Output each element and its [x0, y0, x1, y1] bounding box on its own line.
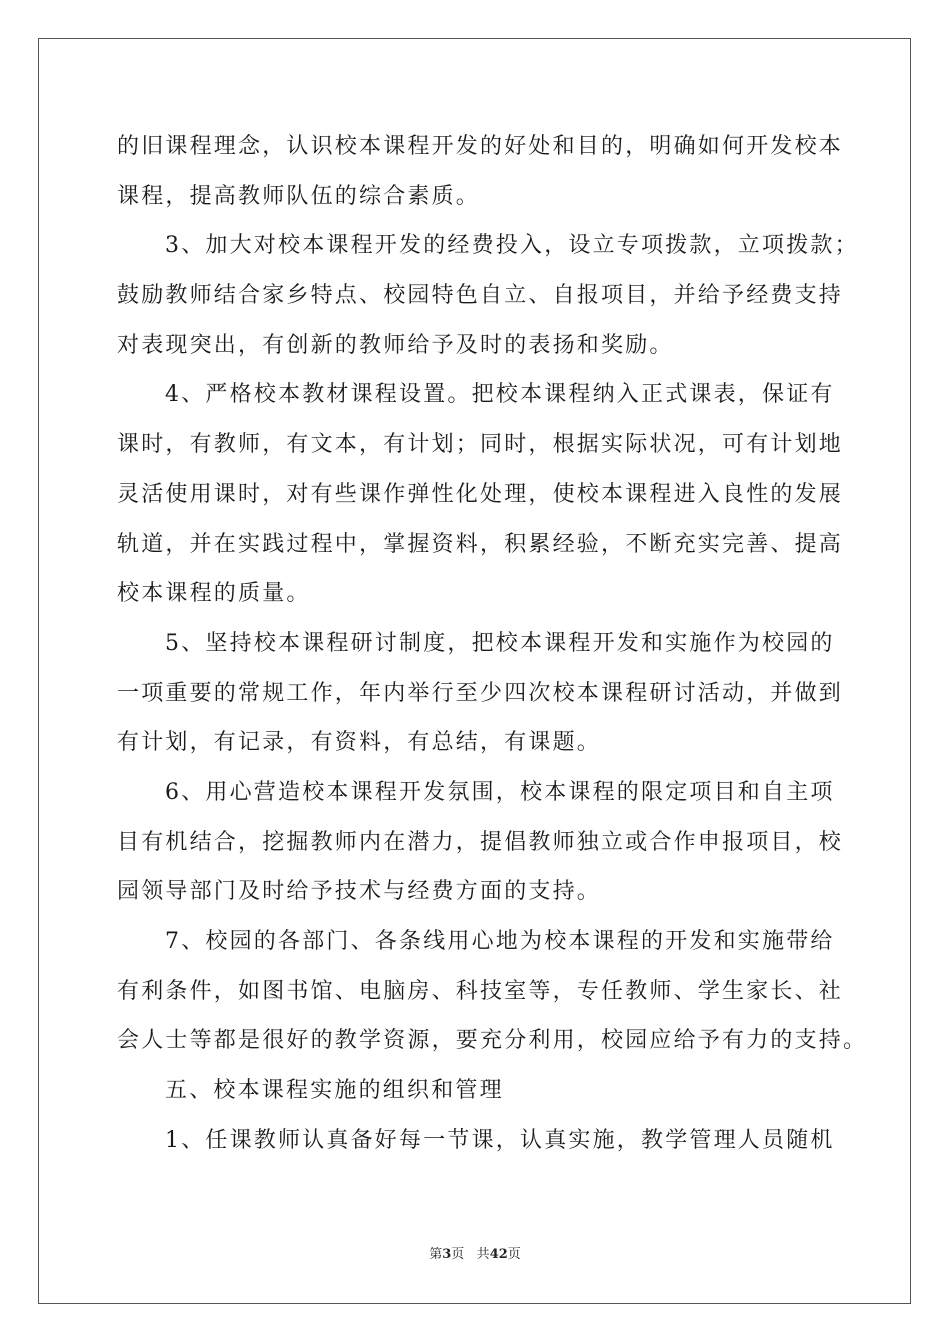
- page-prefix: 第: [429, 1247, 443, 1262]
- document-body: [117, 122, 868, 1165]
- text-line: 5、坚持校本课程研讨制度，把校本课程开发和实施作为校园的: [165, 630, 835, 656]
- text-line: 6、用心营造校本课程开发氛围，校本课程的限定项目和自主项: [165, 779, 835, 805]
- page-footer: [0, 1246, 950, 1264]
- total-prefix: 共: [476, 1247, 490, 1262]
- text-line: 鼓励教师结合家乡特点、校园特色自立、自报项目，并给予经费支持: [117, 283, 844, 309]
- text-line: 3、加大对校本课程开发的经费投入，设立专项拨款，立项拨款；: [165, 233, 859, 259]
- text-line: 目有机结合，挖掘教师内在潜力，提倡教师独立或合作申报项目，校: [117, 829, 844, 855]
- total-pages: 42: [489, 1247, 508, 1262]
- text-line: 有利条件，如图书馆、电脑房、科技室等，专任教师、学生家长、社: [117, 978, 844, 1004]
- page-number: 3: [442, 1247, 452, 1262]
- text-line: 灵活使用课时，对有些课作弹性化处理，使校本课程进入良性的发展: [117, 481, 844, 507]
- text-line: 4、严格校本教材课程设置。把校本课程纳入正式课表，保证有: [165, 382, 835, 408]
- text-line: 的旧课程理念，认识校本课程开发的好处和目的，明确如何开发校本: [117, 134, 844, 159]
- text-line: 五、校本课程实施的组织和管理: [165, 1078, 504, 1104]
- text-line: 会人士等都是很好的教学资源，要充分利用，校园应给予有力的支持。: [117, 1028, 868, 1054]
- text-line: 轨道，并在实践过程中，掌握资料，积累经验，不断充实完善、提高: [117, 531, 844, 557]
- text-line: 课时，有教师，有文本，有计划；同时，根据实际状况，可有计划地: [117, 432, 844, 458]
- text-line: 有计划，有记录，有资料，有总结，有课题。: [117, 730, 602, 756]
- text-line: 校本课程的质量。: [117, 581, 311, 607]
- text-line: 园领导部门及时给予技术与经费方面的支持。: [117, 879, 602, 905]
- text-line: 对表现突出，有创新的教师给予及时的表扬和奖励。: [117, 332, 674, 358]
- text-line: 1、任课教师认真备好每一节课，认真实施，教学管理人员随机: [165, 1127, 835, 1153]
- page-suffix: 页: [451, 1247, 465, 1262]
- text-line: 一项重要的常规工作，年内举行至少四次校本课程研讨活动，并做到: [117, 680, 844, 706]
- text-line: 7、校园的各部门、各条线用心地为校本课程的开发和实施带给: [165, 929, 835, 954]
- total-suffix: 页: [507, 1247, 521, 1262]
- text-line: 课程，提高教师队伍的综合素质。: [117, 183, 481, 209]
